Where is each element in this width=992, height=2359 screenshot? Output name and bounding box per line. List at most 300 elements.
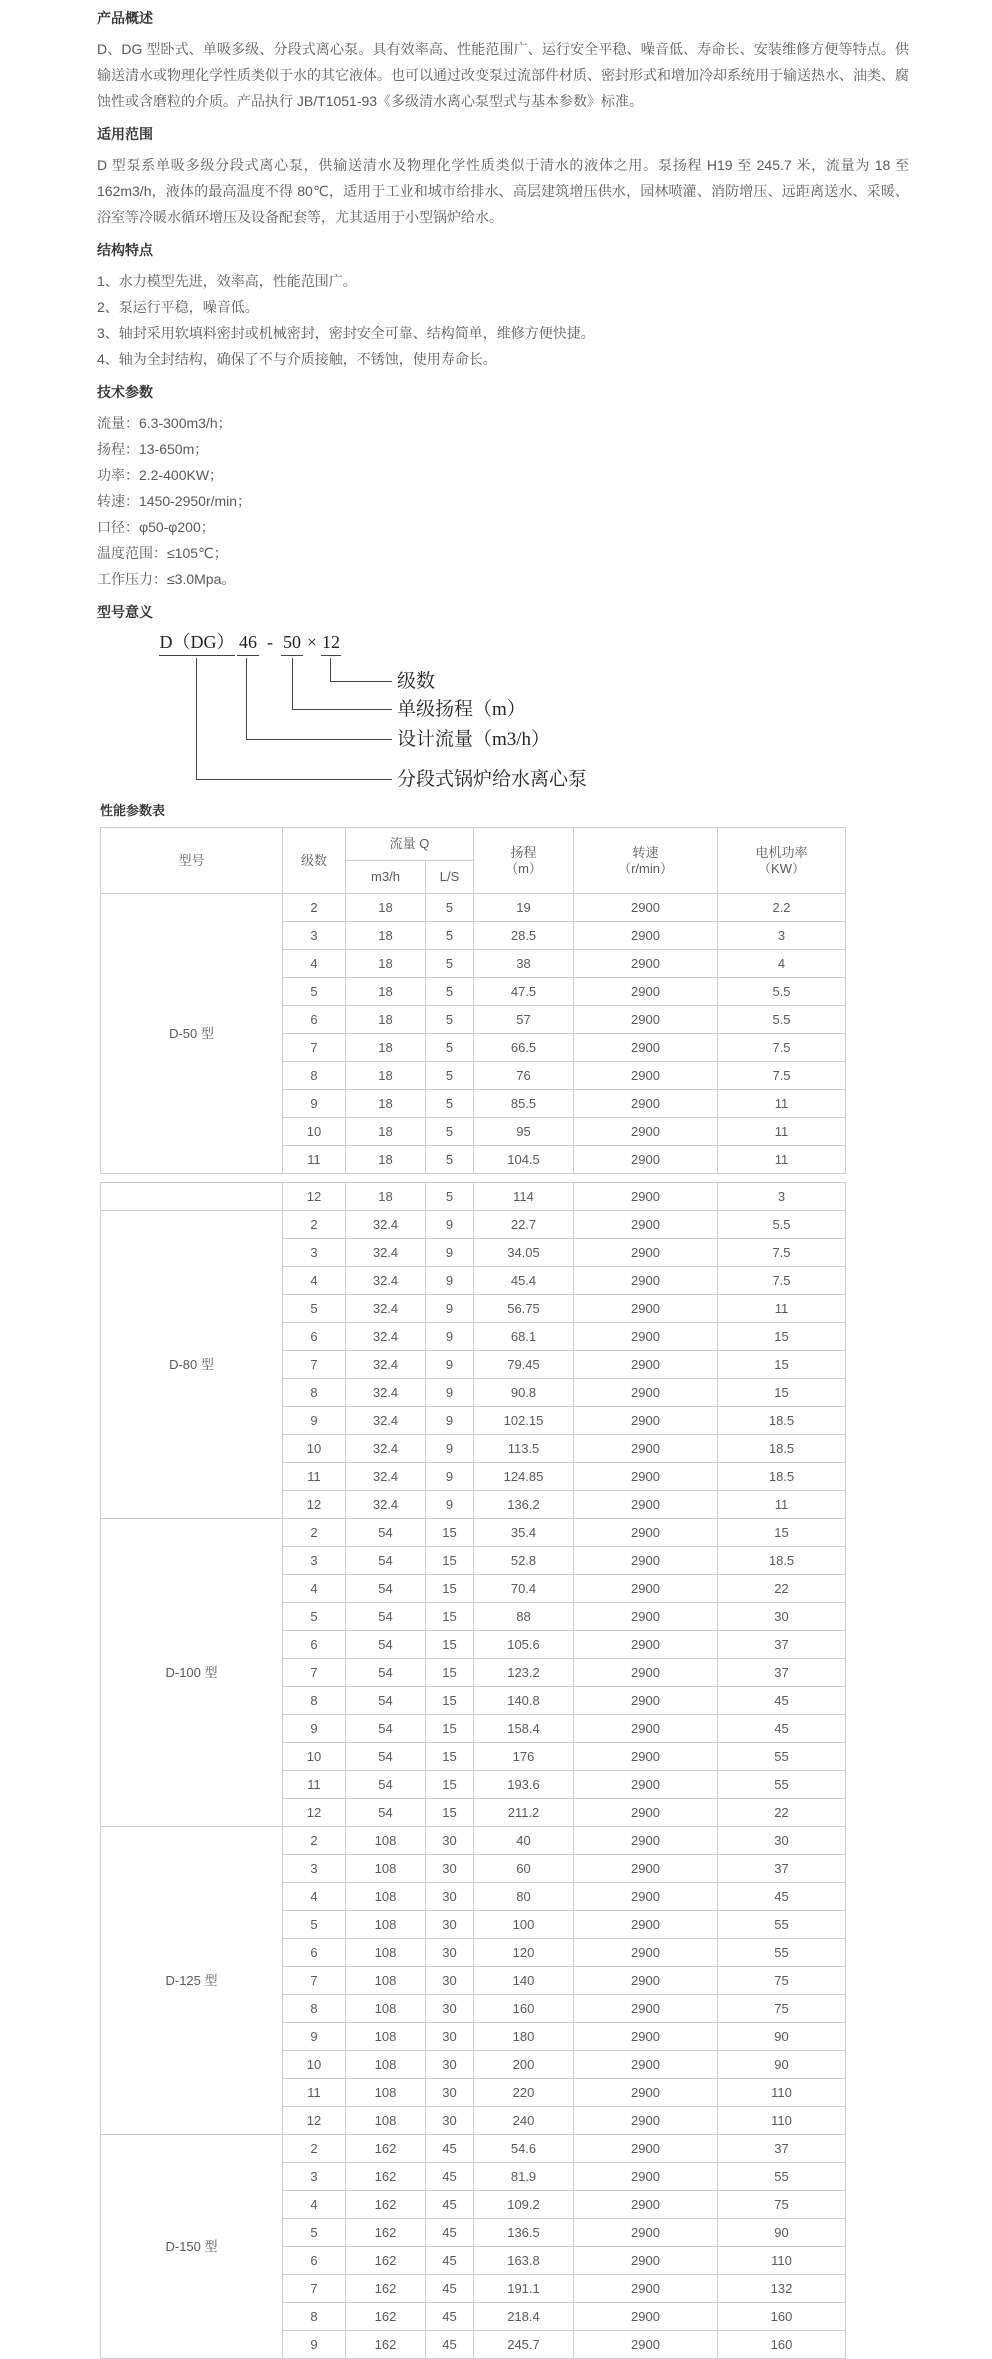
cell: 37 — [718, 1631, 846, 1659]
diagram-label-stages: 级数 — [397, 671, 436, 692]
cell: 37 — [718, 2135, 846, 2163]
cell: 123.2 — [474, 1659, 574, 1687]
cell: 2900 — [574, 894, 718, 922]
cell: 9 — [426, 1379, 474, 1407]
cell: 2900 — [574, 1659, 718, 1687]
cell: 52.8 — [474, 1547, 574, 1575]
cell: 7.5 — [718, 1062, 846, 1090]
cell: 12 — [283, 2107, 346, 2135]
cell: 15 — [426, 1743, 474, 1771]
cell: 211.2 — [474, 1799, 574, 1827]
cell: 22.7 — [474, 1211, 574, 1239]
cell: 2900 — [574, 1351, 718, 1379]
cell: 2900 — [574, 1090, 718, 1118]
cell: 108 — [346, 2079, 426, 2107]
cell: 2900 — [574, 1062, 718, 1090]
formula-dash-token: - — [267, 632, 273, 652]
cell: 45 — [426, 2191, 474, 2219]
cell: 38 — [474, 950, 574, 978]
cell: 9 — [426, 1407, 474, 1435]
cell: 136.5 — [474, 2219, 574, 2247]
cell: 54 — [346, 1575, 426, 1603]
model-cell — [101, 1183, 283, 1211]
cell: 9 — [283, 2331, 346, 2359]
header-speed — [574, 828, 718, 894]
performance-table-title: 性能参数表 — [100, 803, 166, 818]
cell: 9 — [426, 1211, 474, 1239]
cell: 55 — [718, 1743, 846, 1771]
cell: 11 — [718, 1146, 846, 1174]
cell: 9 — [426, 1267, 474, 1295]
cell: 5 — [283, 1911, 346, 1939]
cell: 11 — [718, 1118, 846, 1146]
features-list — [97, 268, 909, 372]
scope-paragraph: D 型泵系单吸多级分段式离心泵，供输送清水及物理化学性质类似于清水的液体之用。泵扬程 H19 至 245.7 米，流量为 18 至 162m3/h，液体的最高温度不得 80℃，适用于工业和城市给排水、高层建筑增压供水，园林喷灌、消防增压、远距离送水、采暖、浴室等冷暖水循环增压及设备配套等，尤其适用于小型锅炉给水。 — [97, 157, 909, 225]
cell: 54 — [346, 1771, 426, 1799]
cell: 5 — [283, 1295, 346, 1323]
cell: 4 — [283, 950, 346, 978]
cell: 2900 — [574, 1771, 718, 1799]
cell: 12 — [283, 1183, 346, 1211]
cell: 140.8 — [474, 1687, 574, 1715]
cell: 8 — [283, 1379, 346, 1407]
cell: 5 — [426, 1090, 474, 1118]
cell: 3 — [283, 922, 346, 950]
cell: 11 — [283, 2079, 346, 2107]
cell: 95 — [474, 1118, 574, 1146]
cell: 8 — [283, 2303, 346, 2331]
header-model: 型号 — [101, 828, 283, 894]
cell: 79.45 — [474, 1351, 574, 1379]
cell: 2900 — [574, 2135, 718, 2163]
formula-series-token: D（DG） — [159, 630, 235, 656]
cell: 8 — [283, 1062, 346, 1090]
cell: 7 — [283, 1659, 346, 1687]
cell: 12 — [283, 1491, 346, 1519]
cell: 18 — [346, 1183, 426, 1211]
cell: 15 — [718, 1519, 846, 1547]
cell: 9 — [426, 1435, 474, 1463]
cell: 220 — [474, 2079, 574, 2107]
table-row — [101, 1827, 846, 1855]
cell: 9 — [283, 1407, 346, 1435]
cell: 6 — [283, 1939, 346, 1967]
cell: 30 — [718, 1827, 846, 1855]
cell: 3 — [283, 1547, 346, 1575]
cell: 32.4 — [346, 1211, 426, 1239]
cell: 2 — [283, 1211, 346, 1239]
cell: 3 — [283, 1855, 346, 1883]
cell: 2900 — [574, 2051, 718, 2079]
cell: 5 — [426, 1006, 474, 1034]
cell: 113.5 — [474, 1435, 574, 1463]
cell: 240 — [474, 2107, 574, 2135]
model-cell: D-100 型 — [101, 1519, 283, 1827]
cell: 18 — [346, 978, 426, 1006]
cell: 32.4 — [346, 1491, 426, 1519]
cell: 30 — [426, 1995, 474, 2023]
cell: 10 — [283, 1118, 346, 1146]
formula-stages-token: 12 — [321, 630, 341, 656]
cell: 2900 — [574, 1799, 718, 1827]
cell: 2900 — [574, 2163, 718, 2191]
cell: 45 — [426, 2275, 474, 2303]
cell: 18 — [346, 922, 426, 950]
cell: 54 — [346, 1519, 426, 1547]
cell: 7 — [283, 1034, 346, 1062]
cell: 40 — [474, 1827, 574, 1855]
cell: 5 — [426, 950, 474, 978]
cell: 90.8 — [474, 1379, 574, 1407]
cell: 30 — [426, 1911, 474, 1939]
cell: 9 — [426, 1463, 474, 1491]
cell: 162 — [346, 2275, 426, 2303]
cell: 2900 — [574, 1715, 718, 1743]
cell: 90 — [718, 2023, 846, 2051]
cell: 81.9 — [474, 2163, 574, 2191]
cell: 162 — [346, 2303, 426, 2331]
header-head-line2: （m） — [505, 860, 542, 876]
cell: 5 — [426, 1062, 474, 1090]
cell: 75 — [718, 1995, 846, 2023]
cell: 47.5 — [474, 978, 574, 1006]
cell: 45 — [426, 2331, 474, 2359]
cell: 162 — [346, 2247, 426, 2275]
cell: 2900 — [574, 2107, 718, 2135]
cell: 5.5 — [718, 1211, 846, 1239]
cell: 55 — [718, 1939, 846, 1967]
cell: 32.4 — [346, 1239, 426, 1267]
cell: 3 — [718, 1183, 846, 1211]
header-head-line1: 扬程 — [510, 844, 537, 860]
cell: 11 — [283, 1146, 346, 1174]
cell: 191.1 — [474, 2275, 574, 2303]
cell: 104.5 — [474, 1146, 574, 1174]
cell: 158.4 — [474, 1715, 574, 1743]
cell: 2900 — [574, 1379, 718, 1407]
header-power-line2: （KW） — [758, 860, 805, 876]
cell: 2900 — [574, 1211, 718, 1239]
cell: 2900 — [574, 1491, 718, 1519]
cell: 110 — [718, 2247, 846, 2275]
cell: 45 — [718, 1687, 846, 1715]
cell: 2900 — [574, 1743, 718, 1771]
feature-item: 4、轴为全封结构，确保了不与介质接触，不锈蚀，使用寿命长。 — [97, 351, 497, 367]
cell: 2900 — [574, 2275, 718, 2303]
cell: 18.5 — [718, 1547, 846, 1575]
cell: 2900 — [574, 1463, 718, 1491]
tech-heading: 技术参数 — [97, 384, 153, 400]
cell: 45 — [426, 2303, 474, 2331]
model-meaning-heading: 型号意义 — [97, 604, 153, 620]
cell: 11 — [283, 1771, 346, 1799]
table-row — [101, 1211, 846, 1239]
cell: 162 — [346, 2331, 426, 2359]
cell: 5 — [426, 1146, 474, 1174]
cell: 35.4 — [474, 1519, 574, 1547]
cell: 3 — [283, 2163, 346, 2191]
header-stages: 级数 — [283, 828, 346, 894]
table-row — [101, 1519, 846, 1547]
cell: 2900 — [574, 1146, 718, 1174]
cell: 5 — [426, 1118, 474, 1146]
cell: 2 — [283, 1827, 346, 1855]
cell: 2900 — [574, 1883, 718, 1911]
header-head — [474, 828, 574, 894]
cell: 10 — [283, 2051, 346, 2079]
cell: 54 — [346, 1603, 426, 1631]
cell: 2900 — [574, 2303, 718, 2331]
cell: 30 — [426, 1939, 474, 1967]
cell: 30 — [426, 2079, 474, 2107]
cell: 5 — [283, 978, 346, 1006]
tech-spec-item: 温度范围：≤105℃； — [97, 545, 228, 561]
cell: 2900 — [574, 1687, 718, 1715]
cell: 7 — [283, 1351, 346, 1379]
cell: 9 — [283, 1090, 346, 1118]
cell: 54 — [346, 1715, 426, 1743]
cell: 9 — [426, 1323, 474, 1351]
cell: 32.4 — [346, 1295, 426, 1323]
tech-specs-list — [97, 410, 909, 592]
cell: 9 — [283, 1715, 346, 1743]
feature-item: 1、水力模型先进，效率高，性能范围广。 — [97, 273, 357, 289]
table-row — [101, 1183, 846, 1211]
cell: 32.4 — [346, 1463, 426, 1491]
cell: 34.05 — [474, 1239, 574, 1267]
features-heading: 结构特点 — [97, 242, 153, 258]
cell: 5 — [426, 1183, 474, 1211]
cell: 9 — [426, 1239, 474, 1267]
cell: 70.4 — [474, 1575, 574, 1603]
formula-flow-token: 46 — [237, 630, 259, 656]
cell: 2900 — [574, 1575, 718, 1603]
cell: 7.5 — [718, 1239, 846, 1267]
cell: 18.5 — [718, 1463, 846, 1491]
cell: 6 — [283, 1631, 346, 1659]
cell: 5 — [426, 894, 474, 922]
cell: 180 — [474, 2023, 574, 2051]
cell: 28.5 — [474, 922, 574, 950]
cell: 110 — [718, 2107, 846, 2135]
cell: 108 — [346, 2051, 426, 2079]
cell: 18 — [346, 894, 426, 922]
performance-table-continued — [100, 1182, 846, 2359]
model-cell: D-80 型 — [101, 1211, 283, 1519]
cell: 80 — [474, 1883, 574, 1911]
cell: 76 — [474, 1062, 574, 1090]
cell: 140 — [474, 1967, 574, 1995]
cell: 54 — [346, 1743, 426, 1771]
cell: 19 — [474, 894, 574, 922]
cell: 55 — [718, 1771, 846, 1799]
cell: 30 — [426, 1967, 474, 1995]
cell: 105.6 — [474, 1631, 574, 1659]
cell: 32.4 — [346, 1407, 426, 1435]
cell: 114 — [474, 1183, 574, 1211]
cell: 5.5 — [718, 978, 846, 1006]
cell: 136.2 — [474, 1491, 574, 1519]
header-flow-unit-ls: L/S — [426, 861, 474, 894]
cell: 15 — [426, 1575, 474, 1603]
cell: 54 — [346, 1799, 426, 1827]
cell: 160 — [474, 1995, 574, 2023]
cell: 2900 — [574, 1183, 718, 1211]
cell: 18 — [346, 1146, 426, 1174]
cell: 15 — [718, 1379, 846, 1407]
cell: 55 — [718, 1911, 846, 1939]
cell: 110 — [718, 2079, 846, 2107]
cell: 18 — [346, 1006, 426, 1034]
cell: 2900 — [574, 2331, 718, 2359]
cell: 193.6 — [474, 1771, 574, 1799]
cell: 18 — [346, 1034, 426, 1062]
cell: 15 — [426, 1771, 474, 1799]
cell: 15 — [718, 1351, 846, 1379]
cell: 85.5 — [474, 1090, 574, 1118]
diagram-label-head: 单级扬程（m） — [397, 699, 526, 720]
cell: 15 — [426, 1519, 474, 1547]
cell: 5.5 — [718, 1006, 846, 1034]
cell: 30 — [426, 1827, 474, 1855]
feature-item: 2、泵运行平稳，噪音低。 — [97, 299, 259, 315]
cell: 45 — [426, 2219, 474, 2247]
cell: 5 — [426, 922, 474, 950]
scope-heading: 适用范围 — [97, 126, 153, 142]
cell: 8 — [283, 1995, 346, 2023]
table-row — [101, 894, 846, 922]
table-body-section-2 — [101, 1183, 846, 2359]
cell: 15 — [426, 1547, 474, 1575]
model-cell: D-125 型 — [101, 1827, 283, 2135]
connector-line-series — [196, 658, 392, 780]
cell: 109.2 — [474, 2191, 574, 2219]
cell: 30 — [426, 2023, 474, 2051]
cell: 4 — [718, 950, 846, 978]
cell: 2 — [283, 894, 346, 922]
cell: 75 — [718, 1967, 846, 1995]
cell: 8 — [283, 1687, 346, 1715]
header-flow-unit-m3h: m3/h — [346, 861, 426, 894]
cell: 18.5 — [718, 1407, 846, 1435]
cell: 6 — [283, 1323, 346, 1351]
cell: 2900 — [574, 978, 718, 1006]
cell: 54 — [346, 1687, 426, 1715]
cell: 37 — [718, 1855, 846, 1883]
cell: 45 — [426, 2163, 474, 2191]
cell: 32.4 — [346, 1267, 426, 1295]
cell: 54.6 — [474, 2135, 574, 2163]
tech-spec-item: 转速：1450-2950r/min； — [97, 493, 252, 509]
cell: 162 — [346, 2219, 426, 2247]
cell: 3 — [283, 1239, 346, 1267]
cell: 2900 — [574, 2219, 718, 2247]
cell: 160 — [718, 2303, 846, 2331]
cell: 45 — [718, 1883, 846, 1911]
cell: 2900 — [574, 1631, 718, 1659]
cell: 2900 — [574, 2079, 718, 2107]
cell: 9 — [426, 1491, 474, 1519]
cell: 2900 — [574, 2191, 718, 2219]
diagram-label-flow: 设计流量（m3/h） — [397, 729, 551, 750]
cell: 88 — [474, 1603, 574, 1631]
cell: 18 — [346, 1062, 426, 1090]
cell: 108 — [346, 2023, 426, 2051]
cell: 11 — [718, 1295, 846, 1323]
cell: 22 — [718, 1575, 846, 1603]
model-cell: D-50 型 — [101, 894, 283, 1174]
cell: 15 — [426, 1687, 474, 1715]
cell: 132 — [718, 2275, 846, 2303]
cell: 18 — [346, 950, 426, 978]
cell: 54 — [346, 1631, 426, 1659]
cell: 5 — [426, 1034, 474, 1062]
cell: 7 — [283, 1967, 346, 1995]
cell: 10 — [283, 1435, 346, 1463]
cell: 2900 — [574, 950, 718, 978]
cell: 15 — [426, 1631, 474, 1659]
cell: 108 — [346, 1855, 426, 1883]
cell: 32.4 — [346, 1351, 426, 1379]
tech-spec-item: 扬程：13-650m； — [97, 441, 209, 457]
table-body-section-1 — [101, 894, 846, 1174]
cell: 2.2 — [718, 894, 846, 922]
diagram-label-series: 分段式锅炉给水离心泵 — [397, 769, 588, 790]
cell: 30 — [426, 1855, 474, 1883]
cell: 108 — [346, 1911, 426, 1939]
formula-times-token: × — [306, 632, 318, 652]
header-speed-line1: 转速 — [632, 844, 659, 860]
cell: 45 — [718, 1715, 846, 1743]
feature-item: 3、轴封采用软填料密封或机械密封，密封安全可靠、结构简单，维修方便快捷。 — [97, 325, 595, 341]
cell: 30 — [426, 1883, 474, 1911]
cell: 2900 — [574, 1435, 718, 1463]
cell: 7 — [283, 2275, 346, 2303]
cell: 2900 — [574, 2023, 718, 2051]
cell: 5 — [283, 2219, 346, 2247]
tech-spec-item: 功率：2.2-400KW； — [97, 467, 224, 483]
overview-heading: 产品概述 — [97, 10, 153, 26]
cell: 60 — [474, 1855, 574, 1883]
cell: 200 — [474, 2051, 574, 2079]
tech-spec-item: 工作压力：≤3.0Mpa。 — [97, 571, 236, 587]
cell: 11 — [718, 1090, 846, 1118]
cell: 37 — [718, 1659, 846, 1687]
cell: 75 — [718, 2191, 846, 2219]
cell: 2900 — [574, 1118, 718, 1146]
cell: 2900 — [574, 1939, 718, 1967]
cell: 4 — [283, 1883, 346, 1911]
cell: 2900 — [574, 1034, 718, 1062]
cell: 2900 — [574, 1323, 718, 1351]
cell: 45.4 — [474, 1267, 574, 1295]
cell: 32.4 — [346, 1323, 426, 1351]
cell: 90 — [718, 2219, 846, 2247]
cell: 7.5 — [718, 1034, 846, 1062]
cell: 11 — [283, 1463, 346, 1491]
cell: 5 — [283, 1603, 346, 1631]
model-designation-diagram — [97, 630, 909, 795]
table-row — [101, 2135, 846, 2163]
tech-spec-item: 口径：φ50-φ200； — [97, 519, 215, 535]
cell: 2900 — [574, 922, 718, 950]
cell: 108 — [346, 1939, 426, 1967]
cell: 30 — [426, 2107, 474, 2135]
cell: 2900 — [574, 2247, 718, 2275]
performance-table-main — [100, 827, 846, 1174]
cell: 15 — [426, 1715, 474, 1743]
cell: 163.8 — [474, 2247, 574, 2275]
